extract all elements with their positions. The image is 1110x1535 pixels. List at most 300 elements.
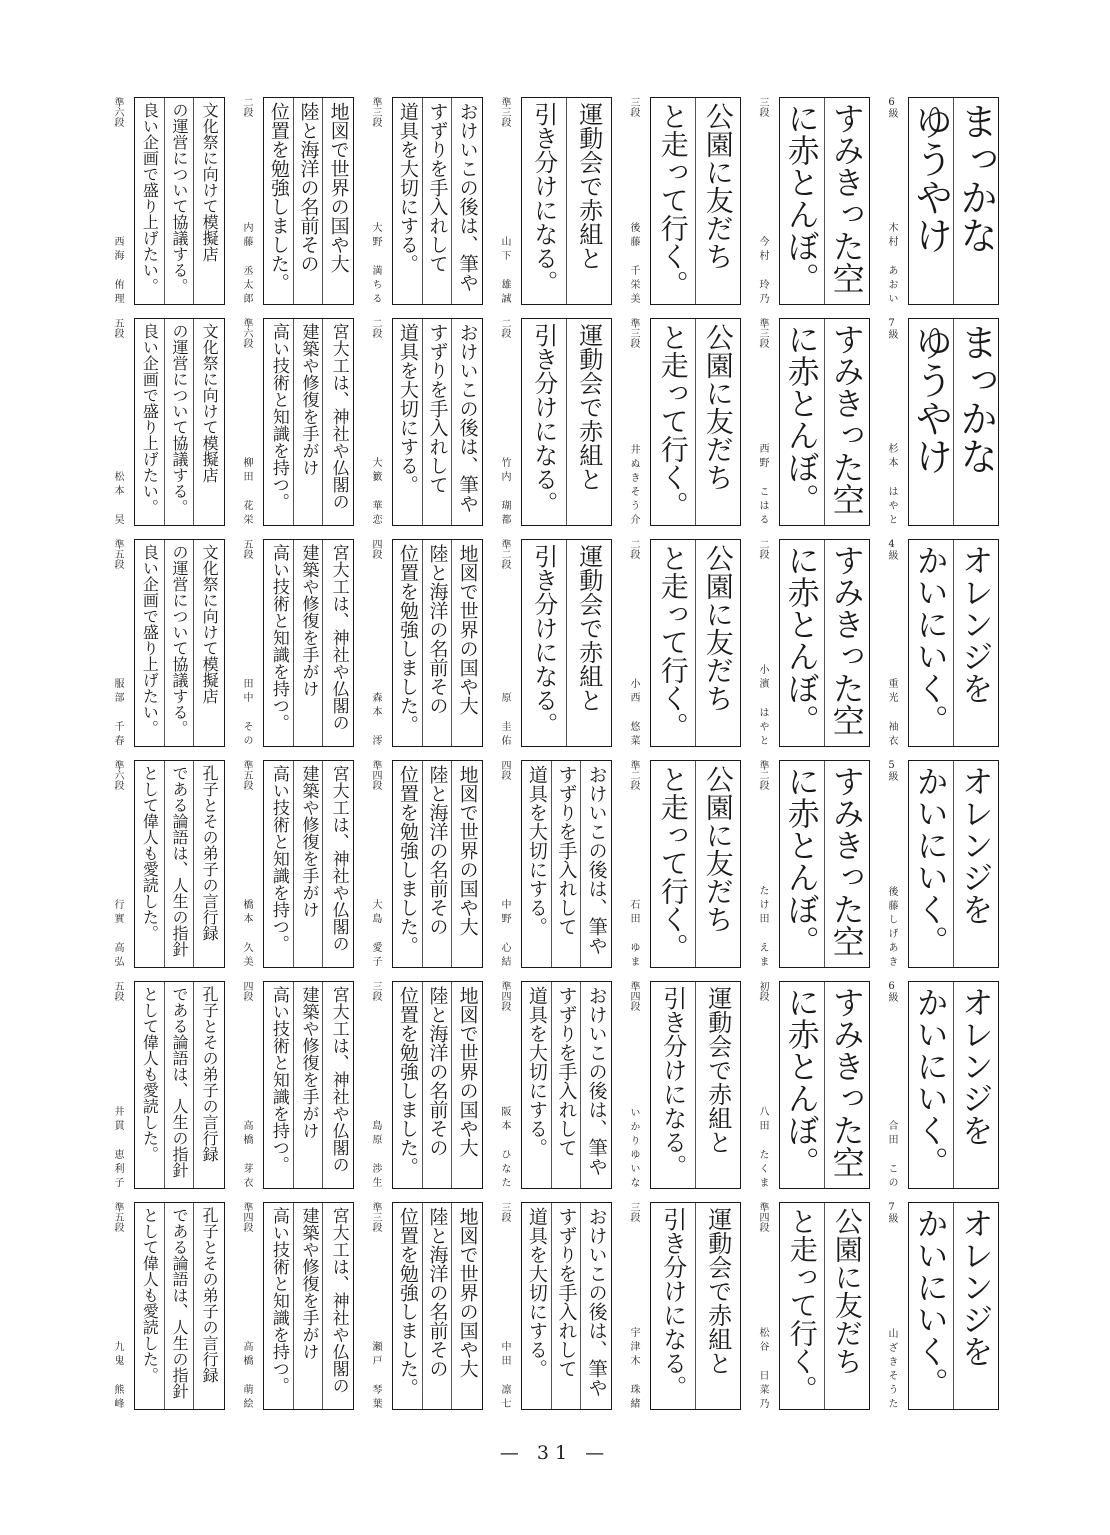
entry-caption: [499, 760, 517, 970]
student-name: 後藤しげあき: [886, 886, 897, 970]
student-name: 石田 ゆま: [628, 899, 639, 970]
student-name: 小濱 はやと: [757, 664, 768, 749]
rank-label: 準二段: [628, 760, 639, 790]
calligraphy-sheet: [392, 318, 483, 526]
calligraphy-line: おけいこの後は、筆や: [456, 323, 479, 513]
calligraphy-sheet: [392, 981, 483, 1189]
calligraphy-line: すずりを手入れして: [423, 319, 453, 525]
student-name: 宇津木 珠緒: [628, 1327, 639, 1412]
student-name: 今村 玲乃: [757, 236, 768, 307]
calligraphy-line: に赤とんぼ。: [780, 98, 825, 304]
student-name: 柳田 花栄: [241, 457, 252, 528]
calligraphy-sheet: [779, 1202, 870, 1410]
entry-caption: [499, 1202, 517, 1412]
rank-label: 6級: [886, 97, 897, 118]
calligraphy-entry: [886, 318, 1000, 528]
calligraphy-line: まっかな: [953, 102, 998, 254]
calligraphy-sheet: [908, 760, 999, 968]
calligraphy-line: 引き分けになる。: [522, 319, 567, 525]
calligraphy-sheet: [779, 981, 870, 1189]
calligraphy-line: すみきった空: [827, 765, 866, 957]
student-name: 竹内 瑚都: [499, 457, 510, 528]
rank-label: 四段: [499, 760, 510, 780]
calligraphy-line: 陸と海洋の名前その: [423, 540, 453, 746]
entry-caption: [370, 318, 388, 528]
calligraphy-line: 高い技術と知識を持つ。: [264, 1203, 294, 1409]
entry-caption: [886, 318, 904, 528]
calligraphy-sheet: [908, 539, 999, 747]
page-number: — 31 —: [499, 1442, 611, 1464]
entry-caption: [241, 760, 259, 970]
student-name: 中野 心結: [499, 899, 510, 970]
calligraphy-line: 建築や修復を手がけ: [294, 319, 324, 525]
calligraphy-line: 道具を大切にする。: [522, 982, 552, 1188]
rank-label: 三段: [628, 97, 639, 117]
entry-caption: [370, 539, 388, 749]
rank-label: 準四段: [241, 1202, 252, 1232]
entry-row: [112, 1202, 1000, 1412]
calligraphy-line: 文化祭に向けて模擬店: [200, 544, 220, 704]
student-name: 原 圭佑: [499, 692, 510, 749]
calligraphy-sheet: [779, 760, 870, 968]
calligraphy-line: 引き分けになる。: [651, 1203, 696, 1409]
calligraphy-line: の運営について協議する。: [165, 540, 195, 746]
calligraphy-line: 高い技術と知識を持つ。: [264, 761, 294, 967]
calligraphy-entry: [112, 760, 226, 970]
calligraphy-line: 地図で世界の国や大: [456, 986, 479, 1157]
calligraphy-line: 宮大工は、神社や仏閣の: [328, 1207, 349, 1394]
calligraphy-line: おけいこの後は、筆や: [456, 102, 479, 292]
calligraphy-entry: [241, 981, 355, 1191]
calligraphy-line: 引き分けになる。: [651, 982, 696, 1188]
calligraphy-sheet: [908, 981, 999, 1189]
entry-caption: [241, 539, 259, 749]
calligraphy-sheet: [392, 1202, 483, 1410]
calligraphy-entry: [370, 97, 484, 307]
student-name: いかりゆいな: [628, 1107, 639, 1191]
calligraphy-entry: [886, 760, 1000, 970]
entry-row: [112, 981, 1000, 1191]
calligraphy-entry: [886, 1202, 1000, 1412]
calligraphy-line: 位置を勉強しました。: [393, 1203, 423, 1409]
rank-label: 三段: [499, 1202, 510, 1222]
rank-label: 準六段: [112, 760, 123, 790]
student-name: 行實 高弘: [112, 899, 123, 970]
calligraphy-sheet: [134, 760, 225, 968]
student-name: 高橋 萌絵: [241, 1341, 252, 1412]
calligraphy-line: 宮大工は、神社や仏閣の: [328, 765, 349, 952]
calligraphy-sheet: [521, 539, 612, 747]
calligraphy-sheet: [650, 97, 741, 305]
calligraphy-line: と走って行く。: [651, 761, 696, 967]
calligraphy-line: すずりを手入れして: [423, 98, 453, 304]
calligraphy-sheet: [134, 318, 225, 526]
student-name: 内藤 丞太郎: [241, 222, 252, 307]
entry-caption: [370, 760, 388, 970]
calligraphy-line: 良い企画で盛り上げたい。: [135, 540, 165, 746]
entry-caption: [499, 97, 517, 307]
student-name: 木村 あおい: [886, 222, 897, 307]
calligraphy-entry: [628, 97, 742, 307]
calligraphy-sheet: [263, 318, 354, 526]
calligraphy-sheet: [521, 760, 612, 968]
student-name: 大野 満ちる: [370, 222, 381, 307]
entry-caption: [112, 1202, 130, 1412]
calligraphy-entry: [886, 539, 1000, 749]
calligraphy-line: おけいこの後は、筆や: [585, 1207, 608, 1397]
calligraphy-entry: [112, 539, 226, 749]
student-name: 杉本 はやと: [886, 443, 897, 528]
calligraphy-line: 公園に友だち: [701, 323, 735, 491]
calligraphy-sheet: [134, 539, 225, 747]
calligraphy-sheet: [521, 318, 612, 526]
calligraphy-sheet: [392, 97, 483, 305]
calligraphy-line: すずりを手入れして: [552, 982, 582, 1188]
calligraphy-line: 位置を勉強しました。: [393, 982, 423, 1188]
student-name: 大籔 華恋: [370, 457, 381, 528]
calligraphy-line: 宮大工は、神社や仏閣の: [328, 986, 349, 1173]
entry-caption: [886, 539, 904, 749]
entry-row: [112, 318, 1000, 528]
rank-label: 準二段: [757, 760, 768, 790]
student-name: 西海 侑理: [112, 236, 123, 307]
rank-label: 7級: [886, 318, 897, 339]
calligraphy-sheet: [650, 760, 741, 968]
calligraphy-line: 位置を勉強しました。: [393, 540, 423, 746]
calligraphy-line: 運動会で赤組と: [574, 323, 603, 491]
calligraphy-line: 建築や修復を手がけ: [294, 1203, 324, 1409]
student-name: 松本 昊: [112, 471, 123, 528]
calligraphy-line: オレンジを: [956, 765, 995, 925]
entry-caption: [628, 539, 646, 749]
calligraphy-entry: [370, 539, 484, 749]
calligraphy-line: 高い技術と知識を持つ。: [264, 540, 294, 746]
calligraphy-line: 建築や修復を手がけ: [294, 540, 324, 746]
rank-label: 準二段: [499, 539, 510, 569]
calligraphy-entry: [757, 318, 871, 528]
calligraphy-line: に赤とんぼ。: [780, 982, 825, 1188]
calligraphy-line: 孔子とその弟子の言行録: [200, 765, 220, 941]
entry-caption: [370, 981, 388, 1191]
student-name: 松谷 日菜乃: [757, 1327, 768, 1412]
entry-caption: [112, 760, 130, 970]
rank-label: 三段: [370, 981, 381, 1001]
student-name: 瀬戸 琴葉: [370, 1341, 381, 1412]
rank-label: 五段: [112, 318, 123, 338]
calligraphy-entry: [112, 1202, 226, 1412]
student-name: 山下 雄誠: [499, 236, 510, 307]
calligraphy-line: かいにいく。: [909, 540, 954, 746]
rank-label: 準三段: [370, 97, 381, 127]
calligraphy-sheet: [134, 981, 225, 1189]
calligraphy-line: と走って行く。: [780, 1203, 825, 1409]
student-name: 阪本 ひなた: [499, 1106, 510, 1191]
entry-caption: [757, 1202, 775, 1412]
entry-caption: [112, 318, 130, 528]
calligraphy-line: 運動会で赤組と: [574, 544, 603, 712]
calligraphy-line: 陸と海洋の名前その: [294, 98, 324, 304]
calligraphy-line: 孔子とその弟子の言行録: [200, 1207, 220, 1383]
calligraphy-sheet: [263, 760, 354, 968]
calligraphy-line: 良い企画で盛り上げたい。: [135, 98, 165, 304]
calligraphy-entry: [757, 1202, 871, 1412]
calligraphy-line: かいにいく。: [909, 982, 954, 1188]
calligraphy-line: 陸と海洋の名前その: [423, 761, 453, 967]
calligraphy-line: すみきった空: [827, 986, 866, 1178]
rank-label: 6級: [886, 981, 897, 1002]
rank-label: 準四段: [370, 760, 381, 790]
calligraphy-sheet: [650, 1202, 741, 1410]
calligraphy-sheet: [263, 97, 354, 305]
calligraphy-entry: [757, 539, 871, 749]
calligraphy-entry: [628, 539, 742, 749]
calligraphy-entry: [628, 1202, 742, 1412]
student-name: 重光 袖衣: [886, 678, 897, 749]
rank-label: 初段: [757, 981, 768, 1001]
calligraphy-line: 高い技術と知識を持つ。: [264, 982, 294, 1188]
calligraphy-sheet: [521, 981, 612, 1189]
entry-caption: [241, 1202, 259, 1412]
calligraphy-line: 文化祭に向けて模擬店: [200, 102, 220, 262]
calligraphy-line: 建築や修復を手がけ: [294, 982, 324, 1188]
calligraphy-line: 道具を大切にする。: [393, 319, 423, 525]
calligraphy-line: 地図で世界の国や大: [327, 102, 350, 273]
calligraphy-sheet: [392, 539, 483, 747]
entry-caption: [112, 981, 130, 1191]
calligraphy-line: 宮大工は、神社や仏閣の: [328, 323, 349, 510]
rank-label: 五段: [112, 981, 123, 1001]
calligraphy-sheet: [263, 539, 354, 747]
calligraphy-line: オレンジを: [956, 1207, 995, 1367]
entry-row: [112, 539, 1000, 749]
calligraphy-line: すみきった空: [827, 323, 866, 515]
rank-label: 5級: [886, 760, 897, 781]
rank-label: 五段: [241, 539, 252, 559]
calligraphy-line: として偉人も愛読した。: [135, 761, 165, 967]
calligraphy-line: おけいこの後は、筆や: [585, 765, 608, 955]
calligraphy-line: 道具を大切にする。: [522, 761, 552, 967]
student-name: 小西 悠菜: [628, 678, 639, 749]
rank-label: 準三段: [499, 97, 510, 127]
student-name: 島原 渉生: [370, 1120, 381, 1191]
calligraphy-entry: [370, 760, 484, 970]
calligraphy-line: 引き分けになる。: [522, 540, 567, 746]
calligraphy-line: 高い技術と知識を持つ。: [264, 319, 294, 525]
calligraphy-line: に赤とんぼ。: [780, 540, 825, 746]
student-name: 橋本 久美: [241, 899, 252, 970]
calligraphy-line: 孔子とその弟子の言行録: [200, 986, 220, 1162]
calligraphy-line: 道具を大切にする。: [393, 98, 423, 304]
student-name: 中田 凛七: [499, 1341, 510, 1412]
calligraphy-entry: [499, 318, 613, 528]
calligraphy-line: 道具を大切にする。: [522, 1203, 552, 1409]
calligraphy-line: すずりを手入れして: [552, 1203, 582, 1409]
calligraphy-entry: [628, 318, 742, 528]
calligraphy-line: と走って行く。: [651, 540, 696, 746]
entry-caption: [370, 97, 388, 307]
entry-caption: [886, 97, 904, 307]
entry-caption: [628, 97, 646, 307]
student-name: 後藤 千栄美: [628, 222, 639, 307]
calligraphy-entry: [886, 981, 1000, 1191]
rank-label: 準六段: [112, 97, 123, 127]
entry-caption: [112, 97, 130, 307]
student-name: 森本 澪: [370, 692, 381, 749]
student-name: 服部 千春: [112, 678, 123, 749]
entry-caption: [886, 760, 904, 970]
calligraphy-sheet: [650, 539, 741, 747]
calligraphy-entry: [370, 1202, 484, 1412]
calligraphy-line: 位置を勉強しました。: [393, 761, 423, 967]
calligraphy-sheet: [779, 318, 870, 526]
calligraphy-line: 地図で世界の国や大: [456, 544, 479, 715]
rank-label: 準四段: [499, 981, 510, 1011]
calligraphy-entry: [757, 981, 871, 1191]
calligraphy-line: 地図で世界の国や大: [456, 765, 479, 936]
calligraphy-entry: [112, 97, 226, 307]
rank-label: 準三段: [757, 318, 768, 348]
calligraphy-entry: [241, 1202, 355, 1412]
calligraphy-line: オレンジを: [956, 986, 995, 1146]
calligraphy-sheet: [779, 97, 870, 305]
calligraphy-line: 陸と海洋の名前その: [423, 982, 453, 1188]
entry-caption: [757, 539, 775, 749]
entry-caption: [886, 1202, 904, 1412]
rank-label: 四段: [241, 981, 252, 1001]
student-name: 九鬼 熊峰: [112, 1341, 123, 1412]
calligraphy-entry: [886, 97, 1000, 307]
calligraphy-entry: [499, 539, 613, 749]
calligraphy-line: 公園に友だち: [701, 544, 735, 712]
calligraphy-line: と走って行く。: [651, 98, 696, 304]
student-name: 八田 たくま: [757, 1106, 768, 1191]
calligraphy-sheet: [521, 1202, 612, 1410]
calligraphy-entry: [757, 97, 871, 307]
entry-caption: [628, 318, 646, 528]
calligraphy-line: オレンジを: [956, 544, 995, 704]
calligraphy-line: ゆうやけ: [909, 98, 954, 304]
calligraphy-line: 建築や修復を手がけ: [294, 761, 324, 967]
calligraphy-line: 位置を勉強しました。: [264, 98, 294, 304]
calligraphy-line: と走って行く。: [651, 319, 696, 525]
calligraphy-entry: [241, 97, 355, 307]
entry-caption: [757, 981, 775, 1191]
rank-label: 準六段: [241, 318, 252, 348]
calligraphy-sheet: [134, 1202, 225, 1410]
entry-row: [112, 760, 1000, 970]
calligraphy-line: ゆうやけ: [909, 319, 954, 525]
calligraphy-line: として偉人も愛読した。: [135, 982, 165, 1188]
student-name: 山ざきそうた: [886, 1328, 897, 1412]
calligraphy-line: 宮大工は、神社や仏閣の: [328, 544, 349, 731]
calligraphy-sheet: [650, 318, 741, 526]
rank-label: 準三段: [628, 318, 639, 348]
calligraphy-line: である論語は、人生の指針: [165, 1203, 195, 1409]
entry-caption: [628, 1202, 646, 1412]
calligraphy-sheet: [392, 760, 483, 968]
calligraphy-line: かいにいく。: [909, 1203, 954, 1409]
calligraphy-line: 地図で世界の国や大: [456, 1207, 479, 1378]
calligraphy-sheet: [263, 981, 354, 1189]
student-name: 高橋 芽衣: [241, 1120, 252, 1191]
calligraphy-line: 公園に友だち: [701, 765, 735, 933]
rank-label: 三段: [757, 97, 768, 117]
calligraphy-entry: [112, 318, 226, 528]
student-name: 大島 愛子: [370, 899, 381, 970]
entry-caption: [499, 539, 517, 749]
student-name: たけ田 えま: [757, 885, 768, 970]
entry-caption: [757, 318, 775, 528]
calligraphy-sheet: [521, 97, 612, 305]
calligraphy-entry: [241, 318, 355, 528]
calligraphy-entry: [370, 981, 484, 1191]
entry-caption: [886, 981, 904, 1191]
calligraphy-line: おけいこの後は、筆や: [585, 986, 608, 1176]
entry-caption: [628, 981, 646, 1191]
rank-label: 四段: [370, 539, 381, 559]
calligraphy-entry: [499, 1202, 613, 1412]
calligraphy-sheet: [908, 318, 999, 526]
calligraphy-entry: [112, 981, 226, 1191]
entry-caption: [241, 97, 259, 307]
calligraphy-entry: [499, 97, 613, 307]
calligraphy-line: 運動会で赤組と: [703, 1207, 732, 1375]
calligraphy-line: として偉人も愛読した。: [135, 1203, 165, 1409]
rank-label: 二段: [757, 539, 768, 559]
rank-label: 準五段: [241, 760, 252, 790]
calligraphy-entry: [241, 539, 355, 749]
calligraphy-line: に赤とんぼ。: [780, 319, 825, 525]
calligraphy-sheet: [134, 97, 225, 305]
student-name: 合田 この: [886, 1120, 897, 1191]
calligraphy-sheet: [779, 539, 870, 747]
calligraphy-line: かいにいく。: [909, 761, 954, 967]
calligraphy-line: 運動会で赤組と: [574, 102, 603, 270]
rank-label: 二段: [370, 318, 381, 338]
rank-label: 三段: [628, 1202, 639, 1222]
rank-label: 7級: [886, 1202, 897, 1223]
entry-caption: [499, 318, 517, 528]
calligraphy-line: に赤とんぼ。: [780, 761, 825, 967]
calligraphy-line: すみきった空: [827, 544, 866, 736]
rank-label: 準三段: [370, 1202, 381, 1232]
calligraphy-line: 運動会で赤組と: [703, 986, 732, 1154]
calligraphy-sheet: [908, 1202, 999, 1410]
rank-label: 準五段: [112, 1202, 123, 1232]
calligraphy-line: 良い企画で盛り上げたい。: [135, 319, 165, 525]
rank-label: 二段: [499, 318, 510, 338]
calligraphy-entry: [757, 760, 871, 970]
rank-label: 準四段: [628, 981, 639, 1011]
calligraphy-entry: [499, 981, 613, 1191]
calligraphy-line: 引き分けになる。: [522, 98, 567, 304]
calligraphy-line: 公園に友だち: [830, 1207, 864, 1375]
rank-label: 準四段: [757, 1202, 768, 1232]
entry-caption: [241, 981, 259, 1191]
student-name: 井ぬきそう介: [628, 444, 639, 528]
student-name: 田中 その: [241, 678, 252, 749]
calligraphy-sheet: [908, 97, 999, 305]
calligraphy-entry: [628, 981, 742, 1191]
calligraphy-line: すずりを手入れして: [552, 761, 582, 967]
calligraphy-line: すみきった空: [827, 102, 866, 294]
rank-label: 準五段: [112, 539, 123, 569]
entry-row: [112, 97, 1000, 307]
entry-caption: [499, 981, 517, 1191]
calligraphy-line: である論語は、人生の指針: [165, 761, 195, 967]
calligraphy-entry: [241, 760, 355, 970]
entry-caption: [757, 760, 775, 970]
